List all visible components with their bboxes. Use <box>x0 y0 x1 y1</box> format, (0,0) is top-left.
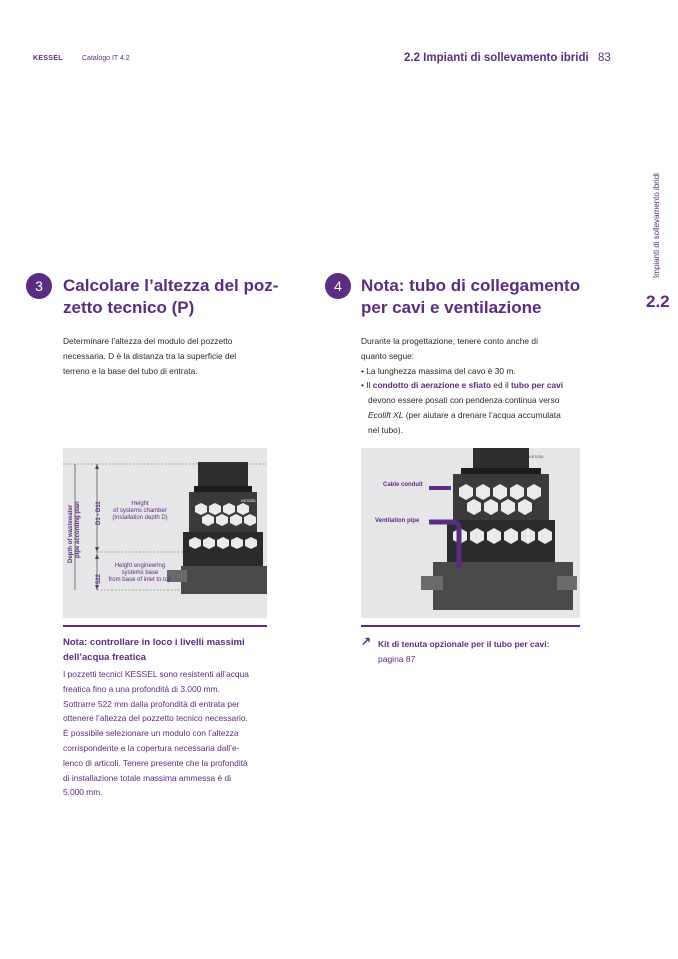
body-line: Durante la progettazione, tenere conto anche di <box>361 336 538 346</box>
bullet-cable-length: • La lunghezza massima del cavo è 30 m. <box>361 365 516 376</box>
cable-conduit-label: Cable conduit <box>383 482 423 488</box>
base-label-1: Height engineering <box>114 563 166 569</box>
step-4-title-line: Nota: tubo di collegamento <box>361 276 581 295</box>
conduit-figure <box>361 448 580 618</box>
link-page[interactable]: pagina 87 <box>378 653 416 664</box>
depth-label-2: pipe according plan <box>75 501 81 558</box>
note-line: Sottrarre 522 mm dalla profondità di entrata per <box>63 698 240 709</box>
step-3-title <box>63 275 278 319</box>
step-4-body <box>361 334 591 438</box>
step-4-title <box>361 275 580 319</box>
note-line: freatica fino a una profondità di 3.000 mm. <box>63 683 220 694</box>
installation-depth-diagram <box>63 448 267 618</box>
seal-kit-link[interactable] <box>378 637 588 666</box>
step-3-body <box>63 334 283 378</box>
note-line: ottenere l’altezza del pozzetto tecnico necessario. <box>63 713 248 724</box>
step-3-title-line: Calcolare l’altezza del poz- <box>63 276 279 295</box>
note-title-line: dell’acqua freatica <box>63 651 146 663</box>
step-4-title-line: per cavi e ventilazione <box>361 298 542 317</box>
bullet-text: • Il <box>361 380 373 391</box>
height-label-1: Height <box>131 501 149 507</box>
conduit-diagram <box>361 448 580 618</box>
link-divider <box>361 625 580 627</box>
note-line: I pozzetti tecnici KESSEL sono resistenti all’acqua <box>63 669 249 679</box>
arrow-icon: ↗ <box>361 634 372 648</box>
step-4-badge: 4 <box>325 273 351 299</box>
body-line: nel tubo). <box>368 424 403 435</box>
side-tab-label: Impianti di sollevamento ibridi <box>652 173 661 278</box>
link-text[interactable]: Kit di tenuta opzionale per il tubo per cavi: <box>378 639 550 649</box>
kessel-logo: KESSEL <box>529 454 545 459</box>
cable-pipe-term: tubo per cavi <box>511 380 564 391</box>
body-line: necessaria. D è la distanza tra la superficie del <box>63 350 237 361</box>
base-label-3: from base of inlet to top <box>108 577 172 583</box>
base-label-2: systems base <box>121 570 159 576</box>
body-line: Determinare l’altezza del modulo del pozzetto <box>63 336 233 346</box>
note-line: È possibile selezionare un modulo con l’altezza <box>63 728 239 739</box>
note-line: 5.000 mm. <box>63 787 103 798</box>
body-text: (per aiutare a drenare l’acqua accumulata <box>403 409 561 420</box>
groundwater-note-body <box>63 667 278 800</box>
body-line <box>361 408 591 423</box>
kessel-logo: KESSEL <box>241 498 257 503</box>
installation-depth-figure <box>63 448 267 618</box>
note-title-line: Nota: controllare in loco i livelli massimi <box>63 637 245 648</box>
dimension-522: 522 <box>96 573 102 584</box>
bullet-text: ed il <box>490 380 512 391</box>
step-3-badge: 3 <box>26 273 52 299</box>
dimension-d1-d11: D1 - D11 <box>96 501 102 525</box>
height-label-2: of systems chamber <box>113 508 167 514</box>
body-line: terreno e la base del tubo di entrata. <box>63 365 198 376</box>
note-line: di installazione totale massima ammessa è di <box>63 772 232 783</box>
body-line: devono essere posati con pendenza continua verso <box>368 395 560 406</box>
step-3-title-line: zetto tecnico (P) <box>63 298 195 317</box>
catalog-label: Catalogo IT 4.2 <box>82 55 130 62</box>
note-line: corrispondente e la copertura necessaria dall’e- <box>63 742 240 753</box>
section-title: 2.2 Impianti di sollevamento ibridi <box>404 52 589 64</box>
ventilation-pipe-label: Ventilation pipe <box>375 518 420 524</box>
side-tab-number: 2.2 <box>646 292 670 311</box>
body-line: quanto segue: <box>361 350 415 361</box>
height-label-3: (Installation depth D) <box>112 515 168 521</box>
note-divider <box>63 625 267 627</box>
page-number: 83 <box>598 52 611 64</box>
note-line: lenco di articoli. Tenere presente che la profondità <box>63 757 248 768</box>
bullet-pipes <box>361 378 591 393</box>
product-name: Ecolift XL <box>368 409 404 420</box>
brand-name: KESSEL <box>33 55 63 62</box>
vent-pipe-term: condotto di aerazione e sfiato <box>372 380 491 391</box>
depth-label-1: Depth of wastewater <box>68 504 74 563</box>
groundwater-note-title <box>63 636 278 665</box>
